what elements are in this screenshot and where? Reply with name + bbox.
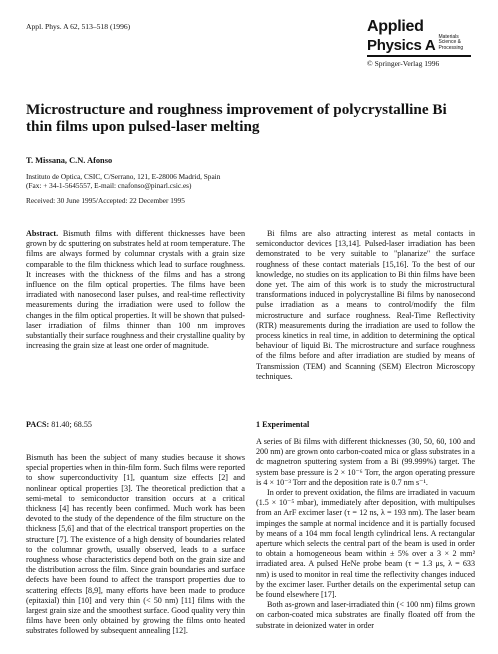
abstract-label: Abstract. xyxy=(26,229,59,238)
journal-reference: Appl. Phys. A 62, 513–518 (1996) xyxy=(26,22,131,31)
paragraph: Bismuth has been the subject of many studies because it shows special properties when in thin-film form. Such films were reported to show superconductivity [1], quantum size effects [2] and nonlinear optical properties [3]. The theoretical prediction that a semi-metal to semiconductor transition occurs at a critical thickness [4] has recently been confirmed. Much work has been devoted to the study of the dependence of the film structure on the thickness [5,6] and that of the electrical transport properties on the structure [7]. The existence of a high density of boundaries related to the columnar growth, usually observed, leads to a surface roughness whose characteristics depend both on the grain size and the distribution across the film. Since grain boundaries and surface defects have been found to affect the transport properties due to scattering effects [8,9], many efforts have been made to produce (epitaxial) thin [10] and very thin (< 50 nm) [11] films with the largest grain size and the smoothest surface. Good quality very thin films have been only obtained by growing the films onto heated substrates followed by subsequent annealing [12]. xyxy=(26,453,245,636)
received-dates: Received: 30 June 1995/Accepted: 22 December 1995 xyxy=(26,196,185,205)
paragraph: A series of Bi films with different thicknesses (30, 50, 60, 100 and 200 nm) are grown onto carbon-coated mica or glass substrates in a dc magnetron sputtering system from a Bi (99.999%) target. The system base pressure is 2 × 10⁻⁶ Torr, the argon operating pressure is 4 × 10⁻³ Torr and the deposition rate is 0.7 nm s⁻¹. xyxy=(256,437,475,487)
affiliation: Instituto de Optica, CSIC, C/Serrano, 121, E-28006 Madrid, Spain (Fax: + 34-1-5645557, E-mail: cnafonso@pinarl.csic.es) xyxy=(26,172,221,191)
introduction-right xyxy=(256,229,475,382)
copyright: © Springer-Verlag 1996 xyxy=(367,58,440,68)
pacs-codes xyxy=(26,420,92,429)
experimental-section xyxy=(256,437,475,631)
section-heading: 1 Experimental xyxy=(256,420,310,429)
paragraph: Both as-grown and laser-irradiated thin (< 100 nm) films grown on carbon-coated mica substrates are finally floated off from the substrate in deionized water in order xyxy=(256,600,475,630)
logo-rule xyxy=(367,55,471,57)
journal-logo xyxy=(367,20,479,68)
introduction-left xyxy=(26,453,245,637)
pacs-text: 81.40; 68.55 xyxy=(49,420,92,429)
article-title: Microstructure and roughness improvement of polycrystalline Bi thin films upon pulsed-laser melting xyxy=(26,101,447,135)
pacs-label: PACS: xyxy=(26,420,50,429)
paragraph: Bi films are also attracting interest as metal contacts in semiconductor devices [13,14]. Pulsed-laser irradiation has been demonstrated to be very suitable to "planarize" the surface roughness of these contact materials [15,16]. To the best of our knowledge, no studies on its application to Bi thin films have been done yet. The aim of this work is to study the microstructural transformations induced in polycrystalline Bi films by nanosecond pulse irradiation as a means to control/modify the film microstructure and surface roughness. Real-Time Reflectivity (RTR) measurements during the irradiation are used to follow the process kinetics in real time, in addition to determining the optical behaviour of liquid Bi. The microstructure and surface roughness of the films before and after irradiation are studied by means of Transmission (TEM) and Scanning (SEM) Electron Microscopy techniques. xyxy=(256,229,475,381)
logo-word-physics: Physics A xyxy=(367,37,436,55)
logo-word-applied: Applied xyxy=(367,18,424,35)
abstract xyxy=(26,229,245,351)
logo-subtitle: Materials Science & Processing xyxy=(438,34,464,51)
authors: T. Missana, C.N. Afonso xyxy=(26,156,113,165)
paragraph: In order to prevent oxidation, the films are irradiated in vacuum (1.5 × 10⁻⁵ mbar), immediately after deposition, with multipulses from an ArF excimer laser (τ = 12 ns, λ = 193 nm). The laser beam impinges the sample at normal incidence and it is partially focused by means of a 104 mm focal length cylindrical lens. A rectangular aperture which selects the central part of the beam is used in order to obtain a homogeneous beam within ± 5% over a 3 × 2 mm² irradiated area. A pulsed HeNe probe beam (τ = 1.3 μs, λ = 633 nm) is used to monitor in real time the reflectivity changes induced by the excimer laser. Further details on the experimental setup can be found elsewhere [17]. xyxy=(256,488,475,600)
abstract-text: Bismuth films with different thicknesses have been grown by dc sputtering on substrates held at room temperature. The films are always formed by columnar crystals with a grain size comparable to the film thickness which lead to surface roughness. It increases with the thickness of the films and has a strong influence on the film optical properties. The films have been irradiated with nanosecond laser pulses, and real-time reflectivity measurements during the irradiation were used to follow the changes in the film optical properties. It will be shown that pulsed-laser irradiation of films thinner than 100 nm improves substantially their surface roughness and their crystalline quality by increasing the grain size at least one order of magnitude. xyxy=(26,229,246,351)
